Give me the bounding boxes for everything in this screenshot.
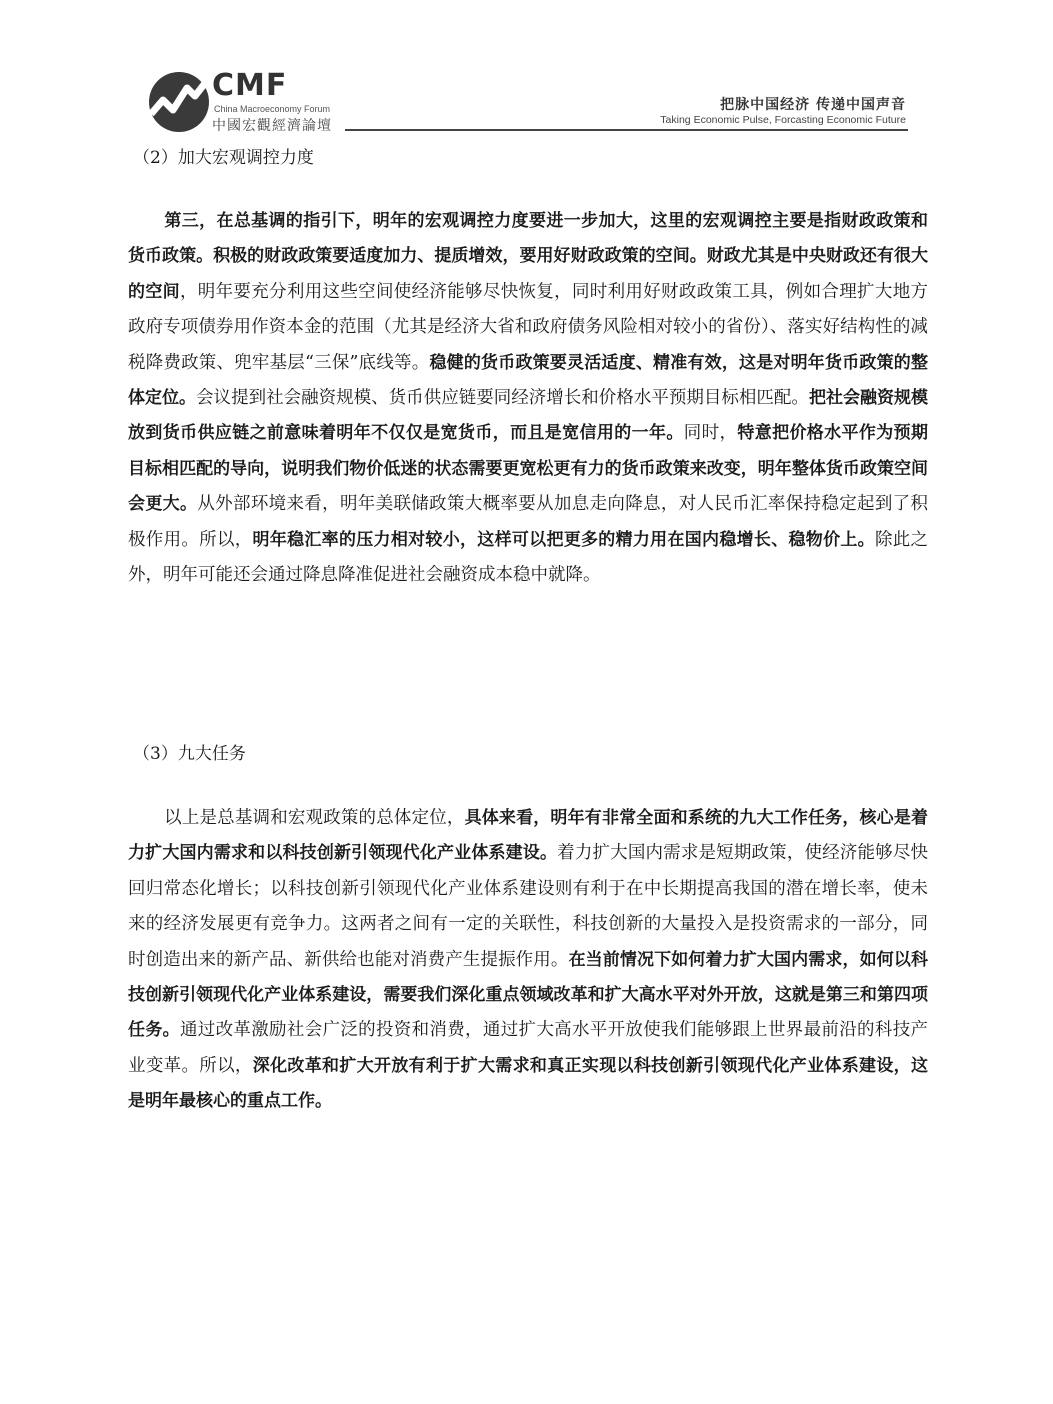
header-divider <box>345 129 908 131</box>
section-heading-2: （2）加大宏观调控力度 <box>133 148 314 168</box>
cmf-logo-icon <box>143 70 215 134</box>
body-text: 以上是总基调和宏观政策的总体定位， <box>164 808 465 828</box>
body-text: 会议提到社会融资规模、货币供应链要同经济增长和价格水平预期目标相匹配。 <box>196 388 809 409</box>
logo-english-name: China Macroeconomy Forum <box>214 104 331 114</box>
bold-text: 特意把价格水平作为预期目标相匹配的导向，说明我们物价低迷的状态需要更宽松更有力的货币政策来改变，明年整体货币政策空间会更大。 <box>128 423 929 515</box>
body-text: 同时， <box>683 423 738 444</box>
bold-text: 稳健的货币政策要灵活适度、精准有效，这是对明年货币政策的整体定位。 <box>128 352 928 409</box>
page-header <box>0 0 1053 140</box>
body-text: ，明年要充分利用这些空间使经济能够尽快恢复，同时利用好财政政策工具，例如合理扩大地方政府专项债券用作资本金的范围（尤其是经济大省和政府债务风险相对较小的省份）、落实好结构性的减税降费政策、兜牢基层“三保”底线等。 <box>128 281 929 373</box>
logo-abbr: CMF <box>212 68 288 103</box>
bold-text: 深化改革和扩大开放有利于扩大需求和真正实现以科技创新引领现代化产业体系建设，这是明年最核心的重点工作。 <box>128 1055 929 1112</box>
bold-text: 具体来看，明年有非常全面和系统的九大工作任务，核心是着力扩大国内需求和以科技创新引领现代化产业体系建设。 <box>128 808 929 864</box>
body-text: 通过改革激励社会广泛的投资和消费，通过扩大高水平开放使我们能够跟上世界最前沿的科技产业变革。所以， <box>128 1020 929 1076</box>
section-heading-3: （3）九大任务 <box>133 744 246 764</box>
slogan-chinese: 把脉中国经济 传递中国声音 <box>720 97 906 113</box>
logo-chinese-name: 中國宏觀經濟論壇 <box>212 118 332 134</box>
paragraph-macro-policy <box>128 204 928 593</box>
body-text: 从外部环境来看，明年美联储政策大概率要从加息走向降息，对人民币汇率保持稳定起到了积极作用。所以， <box>128 494 929 550</box>
bold-text: 第三，在总基调的指引下，明年的宏观调控力度要进一步加大，这里的宏观调控主要是指财政政策和货币政策。积极的财政政策要适度加力、提质增效，要用好财政政策的空间。财政尤其是中央财政还有很大的空间 <box>128 211 928 302</box>
bold-text: 在当前情况下如何着力扩大国内需求，如何以科技创新引领现代化产业体系建设，需要我们深化重点领域改革和扩大高水平对外开放，这就是第三和第四项任务。 <box>128 949 929 1041</box>
body-text: 除此之外，明年可能还会通过降息降准促进社会融资成本稳中就降。 <box>128 529 929 586</box>
paragraph-nine-tasks <box>128 801 928 1120</box>
slogan-english: Taking Economic Pulse, Forcasting Economic Future <box>660 114 906 126</box>
body-text: 着力扩大国内需求是短期政策，使经济能够尽快回归常态化增长；以科技创新引领现代化产业体系建设则有利于在中长期提高我国的潜在增长率，使未来的经济发展更有竞争力。这两者之间有一定的关联性，科技创新的大量投入是投资需求的一部分，同时创造出来的新产品、新供给也能对消费产生提振作用。 <box>128 843 929 970</box>
bold-text: 明年稳汇率的压力相对较小，这样可以把更多的精力用在国内稳增长、稳物价上。 <box>252 529 875 550</box>
bold-text: 把社会融资规模放到货币供应链之前意味着明年不仅仅是宽货币，而且是宽信用的一年。 <box>128 388 929 444</box>
